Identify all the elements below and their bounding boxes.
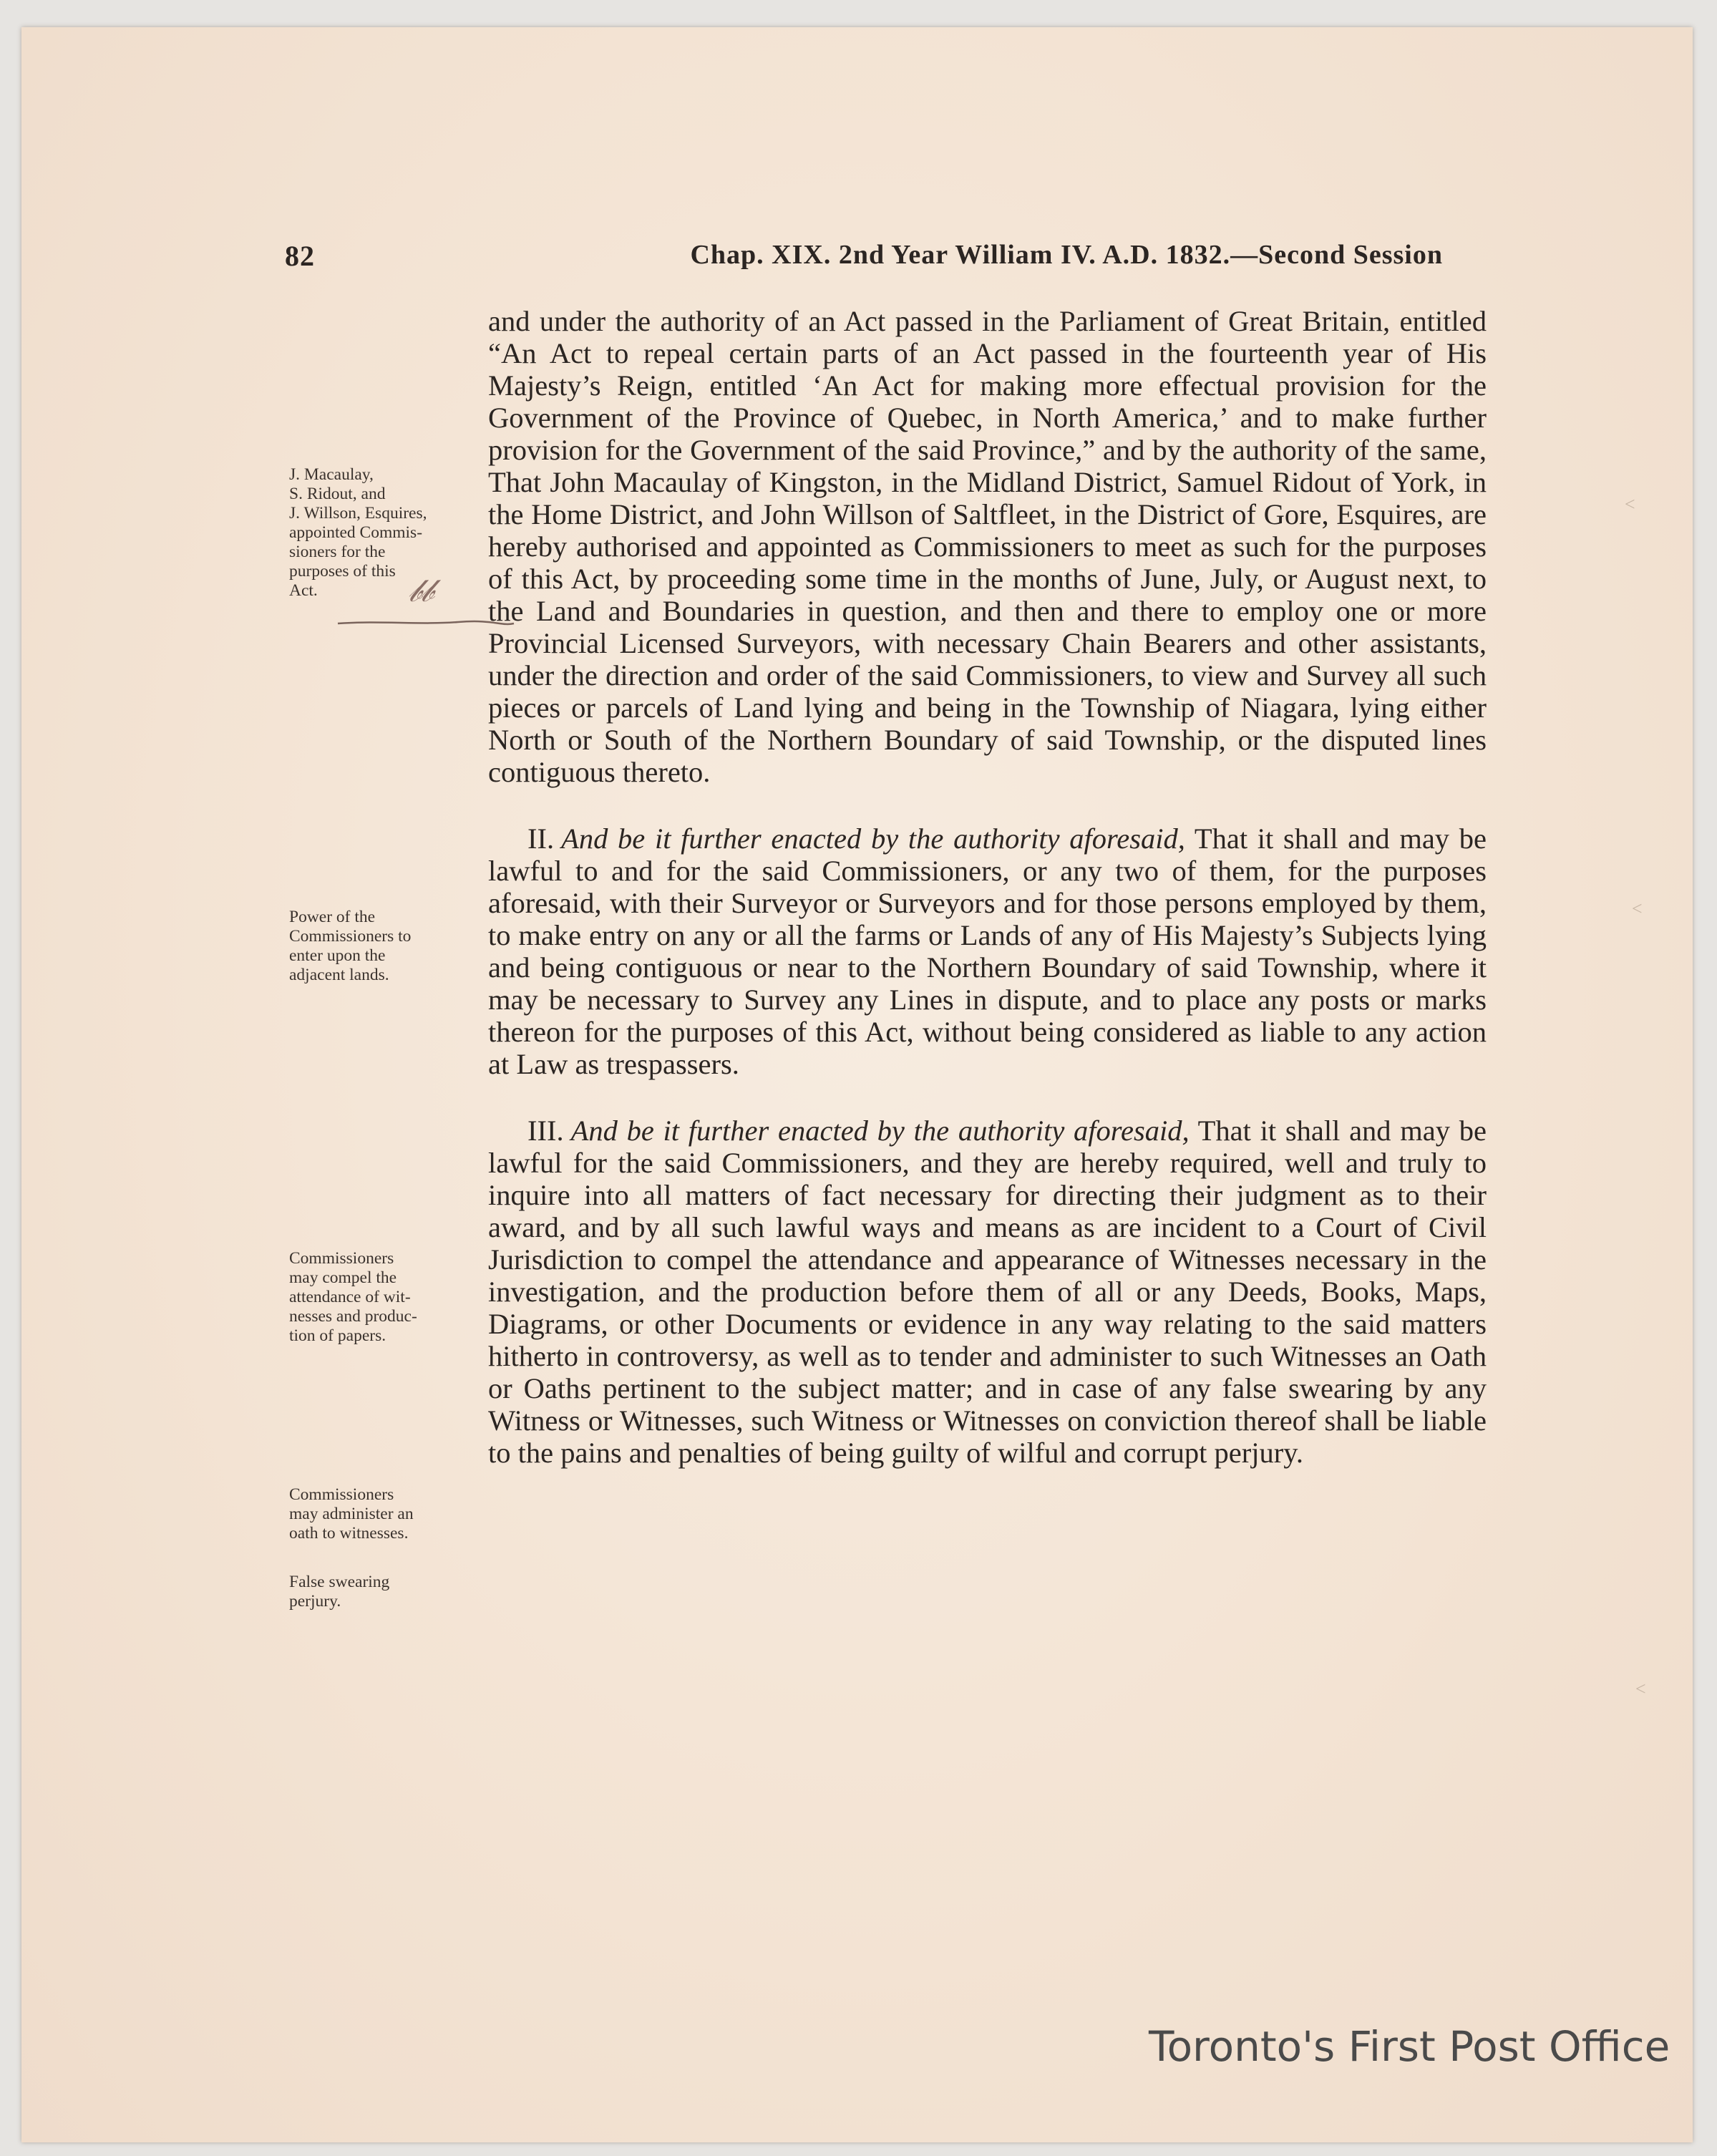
margin-note-line: False swearing: [289, 1573, 390, 1591]
margin-note-commissioners: [289, 465, 468, 601]
section-1-continuation: and under the authority of an Act passed in the Parliament of Great Britain, entitled “An Act to repeal certain parts of an Act passed in the fourteenth year of His Majesty’s Reign, entitled ‘An Act for making more effectual provision for the Government of the Province of Quebec, in North America,’ and to make further provision for the Government of the said Province,” and by the authority of the same, That John Macaulay of Kingston, in the Midland District, Samuel Ridout of York, in the Home District, and John Willson of Saltfleet, in the District of Gore, Esquires, are hereby authorised and appointed as Commissioners to meet as such for the purposes of this Act, by proceeding some time in the months of June, July, or August next, to the Land and Boundaries in question, and then and there to employ one or more Provincial Licensed Surveyors, with necessary Chain Bearers and other assistants, under the direction and order of the said Commissioners, to view and Survey all such pieces or parcels of Land lying and being in the Township of Niagara, lying either North or South of the Northern Boundary of said Township, or the disputed lines contiguous thereto.: [488, 305, 1487, 788]
margin-note-line: sioners for the: [289, 543, 386, 561]
margin-note-line: attendance of wit-: [289, 1288, 411, 1306]
enacting-clause: And be it further enacted by the authority aforesaid,: [570, 1115, 1190, 1147]
act-body-text: [488, 305, 1487, 1469]
margin-note-line: Act.: [289, 581, 318, 600]
margin-note-line: S. Ridout, and: [289, 485, 386, 503]
margin-note-line: Commissioners: [289, 1485, 394, 1504]
page-number: 82: [285, 240, 315, 272]
pencil-annotation: 𝒷𝒷: [408, 573, 432, 609]
paper-crease-mark: ˂: [1635, 1679, 1646, 1699]
margin-note-compel-witnesses: [289, 1249, 468, 1346]
margin-note-line: oath to witnesses.: [289, 1524, 409, 1543]
chapter-heading: Chap. XIX. 2nd Year William IV. A.D. 1832.—Second Session: [690, 240, 1443, 270]
margin-note-line: Power of the: [289, 908, 376, 926]
margin-note-line: J. Willson, Esquires,: [289, 504, 427, 523]
margin-note-line: perjury.: [289, 1592, 341, 1611]
paper-crease-mark: ˂: [1632, 898, 1643, 919]
margin-note-line: enter upon the: [289, 946, 386, 965]
margin-note-line: Commissioners: [289, 1249, 394, 1268]
watermark-caption: Toronto's First Post Office: [1149, 2022, 1670, 2071]
margin-note-line: J. Macaulay,: [289, 465, 374, 484]
section-3: [488, 1115, 1487, 1469]
enacting-clause: And be it further enacted by the authority aforesaid,: [561, 822, 1185, 855]
margin-note-line: appointed Commis-: [289, 523, 423, 542]
running-head: [285, 239, 1444, 282]
margin-note-line: may administer an: [289, 1505, 414, 1523]
section-text: That it shall and may be lawful for the said Commissioners, and they are hereby required, well and truly to inquire into all matters of fact necessary for directing their judgment as to their award, and by all such lawful ways and means as are incident to a Court of Civil Jurisdiction to compel the attendance and appearance of Witnesses necessary in the investigation, and the production before them of all or any Deeds, Books, Maps, Diagrams, or other Documents or evidence in any way relating to the said matters hitherto in controversy, as well as to tender and administer to such Witnesses an Oath or Oaths pertinent to the subject matter; and in case of any false swearing by any Witness or Witnesses, such Witness or Witnesses on conviction thereof shall be liable to the pains and penalties of being guilty of wilful and corrupt perjury.: [488, 1115, 1487, 1469]
section-text: That it shall and may be lawful to and for the said Commissioners, or any two of them, for the purposes aforesaid, with their Surveyor or Surveyors and for those persons employed by them, to make entry on any or all the farms or Lands of any of His Majesty’s Subjects lying and being contiguous or near to the Northern Boundary of said Township, where it may be necessary to Survey any Lines in dispute, and to place any posts or marks thereon for the purposes of this Act, without being considered as liable to any action at Law as trespassers.: [488, 822, 1487, 1080]
margin-note-line: may compel the: [289, 1268, 397, 1287]
section-number: III.: [527, 1115, 564, 1147]
margin-note-line: nesses and produc-: [289, 1307, 417, 1326]
margin-note-false-swearing: [289, 1573, 468, 1611]
margin-note-power-to-enter: [289, 908, 468, 985]
margin-note-line: tion of papers.: [289, 1326, 386, 1345]
paper-crease-mark: ˂: [1625, 494, 1635, 515]
section-2: [488, 822, 1487, 1080]
margin-note-line: adjacent lands.: [289, 966, 389, 984]
margin-note-line: purposes of this: [289, 562, 396, 581]
margin-note-line: Commissioners to: [289, 927, 412, 946]
margin-note-administer-oath: [289, 1485, 468, 1543]
section-number: II.: [527, 822, 555, 855]
